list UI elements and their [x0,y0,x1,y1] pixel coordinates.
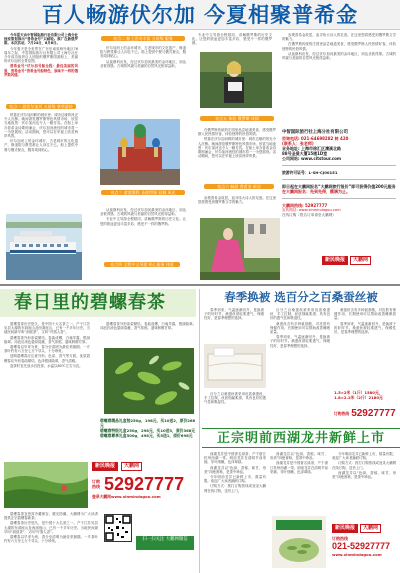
highlight-pill-6 [204,184,274,189]
notice-text-2: 在大鹏网报名：先到先得，额满为止。 [282,189,350,194]
sang-col3-text-b: 春季到来，气温逐渐回升，是换被子的好时节。桑蚕丝被轻柔透气，保暖性好，是春季理想的选择。 [334,321,396,335]
tea-body-3: 碧螺春以早采为贵，春分至清明为最佳采摘期。一斤茶叶约有六万至七万个芽头，十分珍贵。 [4,345,90,354]
cruise-ship-photo [6,214,82,280]
contact-address-2: 88号圣爱大厦15楼1D室 [282,151,328,156]
silk-quilt-banner [202,289,400,305]
sang-col3 [334,308,396,388]
volga-intro-text-2: 今年夏天是全世界在广东东南省海外地区76周年之际，中智国际旅行社有限公司上海分社在今年成功组织百人团组织俄罗斯国游船上，美丽的伏尔加河全景览图。 [4,46,78,64]
tea-price-list [100,418,196,438]
sang-hotline-label: 订购热线 [334,410,350,416]
volga-col6 [198,196,276,216]
sang-body-2: 百分之百桑蚕丝被采用优质桑蚕丝，手工拉制，丝质细腻柔滑，具有良好的透气性和吸湿性。 [204,392,266,405]
section-divider [0,284,400,286]
highlight-pill-6-label: 亮点六 [217,184,230,189]
longjing-tea-photo [272,516,326,568]
contact-website[interactable]: 公司网站: www.citstour.com [282,156,342,161]
column-divider [199,289,200,573]
longjing-body-2: 西湖龙井以“色绿、香郁、味甘、形美”四绝著称，是茶中珍品。 [204,465,266,474]
contact-block [282,130,396,218]
volga-col7-text: 参观普希金故居，追寻伟大诗人的足迹。在这里您将感受到俄罗斯文学的魅力。 [282,33,396,42]
tea-body-5: 泡茶时宜先放水后投茶，水温以80℃左右为宜。 [10,363,83,368]
license-number: 旅游许可证号：L-SH-CJ00151 [282,170,338,175]
tea-banner [0,289,196,317]
silk-quilt-photo [204,344,266,388]
longjing-col3-text: 今年明前龙井已新鲜上市，数量有限，欢迎广大读者踊跃订购。 [332,452,396,461]
highlight-pill-3 [101,190,185,195]
sang-col2-text-b: 桑蚕丝含有多种氨基酸，对皮肤有保健作用，长期使用可以帮助改善睡眠质量。 [270,321,330,335]
highlight-pill-5 [200,116,274,121]
highlight-pill-4-label: 亮点四 [110,262,123,267]
page-title: 百人畅游伏尔加 今夏相聚普希金 [41,2,359,27]
tea-price-2: 碧螺春特级礼盒250g，298元，买10送3，原价368元 [100,428,196,433]
volga-intro-highlight: 普希金号“伏尔加号船全程：最佳美丽的风景，普希金号“普希金号船特色，原味不一样的俄罗斯风情。 [4,64,78,77]
longjing-banner [202,428,400,448]
tea-title: 春日里的碧螺春茶 [14,292,166,313]
highlight-pill-5-label: 亮点五 [215,116,228,121]
contact-address: 业务地址: 上海市徐汇区漕溪北路 [282,146,341,151]
volga-col4-text: 专业中文导游全程陪同，讲解俄罗斯的历史文化。让您的旅途更加丰富多彩，感受不一样的俄罗斯。 [192,33,272,46]
silk-quilt-title: 春季换被 选百分之百桑蚕丝被 [224,290,378,304]
sang-body-1: 春季到来，气温逐渐回升，是换被子的好时节。桑蚕丝被轻柔透气，保暖性好，是春季理想的选择。 [204,308,264,321]
daopeng-website[interactable]: 宣传网站: www.xinmindagou.com [282,208,341,212]
highlight-pill-1-label: 亮点一 [9,104,22,109]
qr-caption: 扫一扫关注 大鹏网微信 [136,536,194,550]
tea-leaves-photo [104,348,194,414]
longjing-col1 [204,452,266,570]
highlight-pill-2 [101,36,185,41]
sang-hotline-block [334,408,396,419]
headline-banner [0,0,400,30]
volga-col3-text: 从莫斯科出发，经过伏尔加河最美的金环地区，到达圣彼得堡。古城的风貌与美丽的自然风光相得益彰。 [100,208,186,217]
longjing-col2-text: 西湖龙井以“色绿、香郁、味甘、形美”四绝著称，是茶中珍品。 [270,452,328,461]
garden-lady-photo [200,218,280,280]
volga-col7-text-b: 在俄罗斯传统的庄园里品尝地道美食，感受俄罗斯人民热情好客，体验独特的民俗风情。 [282,42,396,51]
longjing-hotline-label: 订购热线 [332,536,348,541]
tea-logos [92,462,142,471]
highlight-pill-1-sub: 游伏尔加河 五星级 豪华游轮 [22,104,73,109]
tea-bottom-text-1: 碧螺春茶宜密封冷藏保存，避光防潮。大鹏网为广大读者提供正宗碧螺春新茶。 [4,512,98,521]
volga-logos [322,256,371,265]
tea-col2-text: 碧螺春茶外形条索紧结，卷曲成螺，白毫毕露，银绿隐翠。冲泡后汤色碧绿清澈，香气浓郁，滋味鲜醇甘厚。 [100,322,196,331]
sang-col1b [204,392,266,426]
highlight-pill-4 [104,262,180,267]
tea-hotline-label: 订购热线 [92,479,100,489]
xinmin-logo: 新民晚报 [322,256,348,265]
tea-hotline-number[interactable]: 52927777 [104,474,185,494]
volga-col7-text-c: 从莫斯科出发，经过伏尔加河最美的金环地区，到达圣彼得堡。古城的风貌与美丽的自然风光相得益彰。 [282,51,396,61]
longjing-website[interactable]: www.xinmindagou.com [332,552,382,557]
longjing-body-1: 西湖龙井是中国著名绿茶，产于浙江杭州西湖一带。明前龙井在清明节前采摘，芽叶细嫩，色泽翠绿。 [204,452,266,465]
volga-col7 [282,33,396,123]
longjing-col3 [332,452,396,520]
volga-col5-text-b: 停靠在伏尔加河畔的城市里：城市边缘的风光令人沉醉。晚间游览俄罗斯特色风情市场，欣赏当地夜景：伏尔加河也令人一睹芳容。在船上举办普希金诗歌朗诵会，伏尔加河流经的城市将一一为您展现。活动期间，您可以在甲板上欣赏两岸风景。 [198,137,276,159]
longjing-col2 [270,452,328,514]
daopeng-hotline[interactable]: 大鹏网热线: 52927777 [282,203,328,208]
volga-intro [4,33,78,78]
tea-bottom-text [4,512,98,570]
tea-xinmin-logo: 新民晚报 [92,462,118,471]
dapeng-logo: 大鹏网 [350,256,371,265]
highlight-pill-6-sub: 畅游 普希金 故居 [230,184,261,189]
kremlin-photo [100,119,180,185]
volga-col3 [100,208,186,262]
longjing-xinmin-logo: 新民晚报 [332,524,358,533]
tea-body-4: 选购碧螺春应注意外形、色泽、香气等方面。优质碧螺春应外形卷曲紧结，色泽银绿隐翠，香气清雅。 [4,354,90,363]
volga-col2-text-b: 从莫斯科出发，经过伏尔加河最美的金环地区，到达圣彼得堡。古城的风貌与美丽的自然风光相得益彰。 [100,59,186,68]
tea-hotline-block [92,474,196,499]
tea-price-3: 碧螺春尊享礼盒500g，498元，买5送1，原价698元 [100,433,193,438]
longjing-title: 正宗明前西湖龙井新鲜上市 [216,431,385,446]
sang-col3-text: 桑蚕丝含有多种氨基酸，对皮肤有保健作用，长期使用可以帮助改善睡眠质量。 [334,308,396,321]
longjing-col3-text-b: 订购方式：拨打订购热线或登录大鹏网在线订购，送货上门。 [332,461,396,470]
longjing-body-4: 订购方式：拨打订购热线或登录大鹏网在线订购，送货上门。 [204,484,266,493]
notice-text: 即日起在大鹏网报名“大鹏网旅行报价”即可获得价值200元服务 [282,184,396,189]
longjing-logos [332,524,381,533]
volga-col2 [100,46,186,116]
highlight-pill-3-sub: 游莫斯科 圣彼得堡 双城 风光 [123,190,176,195]
tea-bottom-text-2: 碧螺春茶历史悠久，是中国十大名茶之一。产于江苏吴县太湖的东洞庭山及西洞庭山，已有一千多年历史。当地民间最早叫“洞庭茶”，又叫“吓煞人香”。 [4,521,98,534]
sang-col2-text-c: 春季到来，气温逐渐回升，是换被子的好时节。桑蚕丝被轻柔透气，保暖性好，是春季理想的选择。 [270,335,330,348]
sang-price: 1.5×2米（1斤）1580元，1.8×2.2米（2斤）2180元 [334,390,383,400]
highlight-pill-1 [6,104,76,109]
sang-col2 [270,308,330,426]
tea-dapeng-logo: 大鹏网 [121,462,142,471]
volga-col5 [198,128,276,180]
tea-body-2: 碧螺春茶外形条索紧结，卷曲成螺，白毫毕露，银绿隐翠。冲泡后汤色碧绿清澈，香气浓郁，滋味鲜醇甘厚。 [4,335,90,344]
sang-hotline-number[interactable]: 52927777 [351,408,396,419]
sang-col2-text: 百分之百桑蚕丝被采用优质桑蚕丝，手工拉制，丝质细腻柔滑，具有良好的透气性和吸湿性。 [270,308,330,321]
sang-col1 [204,308,264,344]
tea-col1 [4,322,90,454]
volga-col1-text: 停靠在伏尔加河畔的城市里：城市边缘的风光令人沉醉。晚间游览俄罗斯特色风情市场，欣赏当地夜景：伏尔加河也令人一睹芳容。在船上举办普希金诗歌朗诵会，伏尔加河流经的城市将一一为您展现。活动期间，您可以在甲板上欣赏两岸风景。 [4,113,78,139]
volga-col1 [4,113,78,193]
tea-field-photo [4,462,88,508]
contact-phone: 咨询电话: 021-64698282 转 420 [282,136,349,141]
tea-body-1: 碧螺春茶历史悠久，是中国十大名茶之一。产于江苏吴县太湖的东洞庭山及西洞庭山，已有一千多年历史。当地民间最早叫“洞庭茶”，又叫“吓煞人香”。 [4,322,90,335]
volga-col1-text-b: 伏尔加河上的金环城市，古老城市的文化遗产，修道院与教堂都让人向往不已。船上提供中餐与俄式餐点，服务周到贴心。 [4,139,78,152]
longjing-hotline-block [332,536,396,557]
volga-col2-text: 伏尔加河上的金环城市，古老城市的文化遗产，修道院与教堂都让人向往不已。船上提供中餐与俄式餐点，服务周到贴心。 [100,46,186,59]
tea-website[interactable]: 登录大鹏网www.xinmindagou.com [92,494,161,499]
volga-col5-text: 在俄罗斯传统的庄园里品尝地道美食，感受俄罗斯人民热情好客，体验独特的民俗风情。 [198,128,276,137]
highlight-pill-2-sub: 船上活动丰富 五星级 服务 [126,36,173,41]
highlight-pill-2-label: 亮点二 [113,36,126,41]
highlight-pill-5-sub: 体验 俄罗斯 风情 [228,116,259,121]
wechat-qr-code[interactable] [104,514,132,542]
longjing-hotline-number[interactable]: 021-52927777 [332,541,391,551]
longjing-dapeng-logo: 大鹏网 [360,524,381,533]
tea-col2-top [100,322,196,346]
contact-title: 中智国际旅行社上海分社有限公司 [282,130,348,135]
volga-col3-text-b: 专业中文导游全程陪同，讲解俄罗斯的历史文化。让您的旅途更加丰富多彩，感受不一样的俄罗斯。 [100,217,186,226]
volga-col4 [192,33,272,51]
longjing-col3-text-c: 西湖龙井以“色绿、香郁、味甘、形美”四绝著称，是茶中珍品。 [332,470,396,480]
highlight-pill-3-label: 亮点三 [110,190,123,195]
reading-woman-photo [200,52,272,108]
tea-bottom-text-3: 碧螺春以早采为贵，春分至清明为最佳采摘期。一斤茶叶约有六万至七万个芽头，十分珍贵。 [4,535,98,544]
contact-person: (联系人：张老师) [282,141,314,146]
daopeng-address: 在线订购（报名订单请至大鹏网） [282,213,336,217]
longjing-body-3: 今年明前龙井已新鲜上市，数量有限，欢迎广大读者踊跃订购。 [204,475,266,484]
highlight-pill-4-sub: 全程中文导游 贴心服务 体验 [123,262,174,267]
volga-intro-text: 今年夏天由中智国际旅行社有限公司上海分社独家策划推出“普希金号”只邮轮。推广在新俄罗斯。本次活动，7月24日，8月8日。 [4,33,78,46]
volga-col6-text: 参观普希金故居，追寻伟大诗人的足迹。在这里您将感受到俄罗斯文学的魅力。 [198,196,276,205]
longjing-col2-text-b: 西湖龙井是中国著名绿茶，产于浙江杭州西湖一带。明前龙井在清明节前采摘，芽叶细嫩，色泽翠绿。 [270,461,328,474]
tea-price-1: 碧螺春精品礼盒装250g，198元，买10送2，原价268元 [100,418,196,428]
